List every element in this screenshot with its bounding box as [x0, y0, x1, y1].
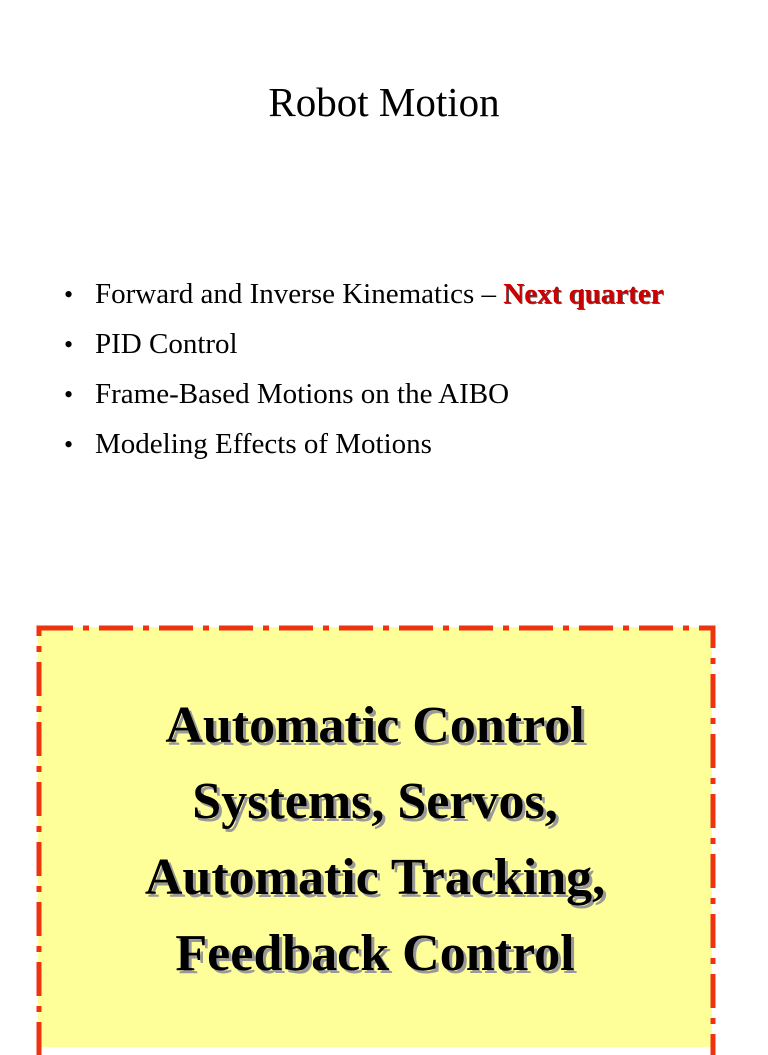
bullet-item-pid-control: [60, 324, 700, 365]
bullet-text: Forward and Inverse Kinematics –: [95, 278, 504, 310]
bullet-item-frame-based-motions: [60, 374, 700, 415]
bullet-item-modeling-effects: [60, 424, 700, 465]
callout-line: Automatic Tracking,: [144, 849, 606, 906]
callout-line: Feedback Control: [175, 925, 575, 982]
bullet-marker: •: [64, 430, 74, 459]
bullet-text: Frame-Based Motions on the AIBO: [95, 378, 510, 410]
bullet-highlight-next-quarter: Next quarter: [503, 278, 664, 310]
bullet-marker: •: [64, 380, 74, 409]
bullet-text: PID Control: [95, 328, 238, 360]
bullet-list: [60, 274, 700, 474]
callout-line: Automatic Control: [165, 697, 585, 754]
bullet-marker: •: [64, 330, 74, 359]
bullet-text: Modeling Effects of Motions: [95, 428, 432, 460]
callout-line: Systems, Servos,: [192, 773, 558, 830]
slide-title: Robot Motion: [268, 79, 500, 125]
bullet-item-kinematics: [60, 274, 700, 315]
callout-text: [38, 688, 712, 992]
bullet-marker: •: [64, 280, 74, 309]
